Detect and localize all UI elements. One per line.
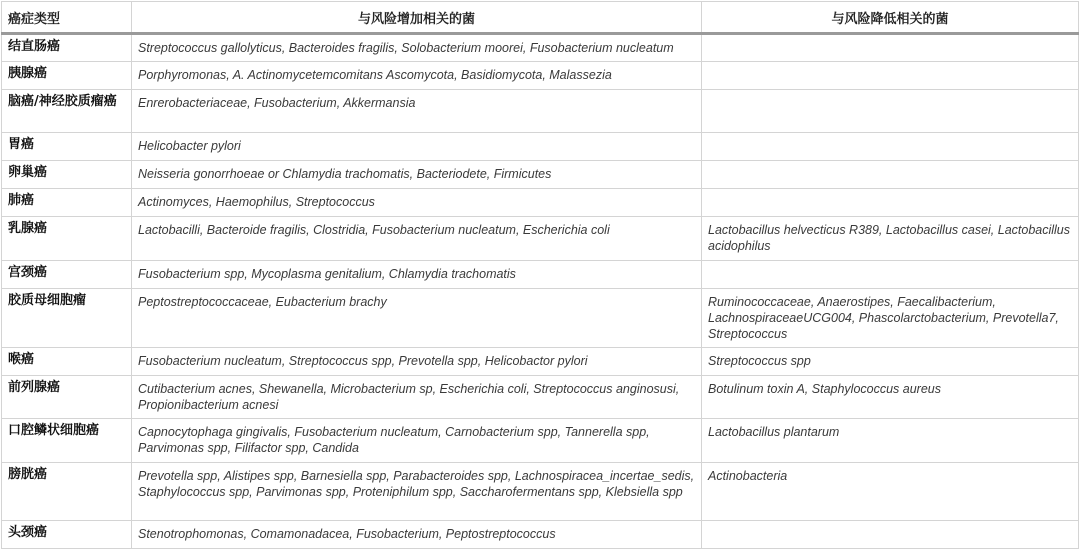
- decrease-bacteria-cell: Streptococcus spp: [702, 348, 1079, 376]
- increase-bacteria-cell: Neisseria gonorrhoeae or Chlamydia trachomatis, Bacteriodete, Firmicutes: [132, 161, 702, 189]
- cancer-type-cell: 卵巢癌: [2, 161, 132, 189]
- cancer-type-cell: 结直肠癌: [2, 34, 132, 62]
- header-decrease-risk: 与风险降低相关的菌: [702, 2, 1079, 34]
- cancer-type-cell: 前列腺癌: [2, 376, 132, 419]
- cancer-bacteria-table: [1, 1, 1079, 549]
- increase-bacteria-cell: Streptococcus gallolyticus, Bacteroides fragilis, Solobacterium moorei, Fusobacterium nucleatum: [132, 34, 702, 62]
- header-increase-risk: 与风险增加相关的菌: [132, 2, 702, 34]
- decrease-bacteria-cell: Actinobacteria: [702, 463, 1079, 521]
- increase-bacteria-cell: Capnocytophaga gingivalis, Fusobacterium nucleatum, Carnobacterium spp, Tannerella spp, Parvimonas spp, Filifactor spp, Candida: [132, 419, 702, 463]
- table-row: [2, 289, 1079, 348]
- table-row: [2, 34, 1079, 62]
- decrease-bacteria-cell: [702, 34, 1079, 62]
- cancer-type-cell: 乳腺癌: [2, 217, 132, 261]
- table-row: [2, 419, 1079, 463]
- cancer-type-cell: 脑癌/神经胶质瘤癌: [2, 90, 132, 133]
- increase-bacteria-cell: Peptostreptococcaceae, Eubacterium brachy: [132, 289, 702, 348]
- table-row: [2, 133, 1079, 161]
- increase-bacteria-cell: Fusobacterium spp, Mycoplasma genitalium, Chlamydia trachomatis: [132, 261, 702, 289]
- increase-bacteria-cell: Porphyromonas, A. Actinomycetemcomitans Ascomycota, Basidiomycota, Malassezia: [132, 62, 702, 90]
- table-row: [2, 90, 1079, 133]
- increase-bacteria-cell: Lactobacilli, Bacteroide fragilis, Clostridia, Fusobacterium nucleatum, Escherichia coli: [132, 217, 702, 261]
- increase-bacteria-cell: Enrerobacteriaceae, Fusobacterium, Akkermansia: [132, 90, 702, 133]
- cancer-type-cell: 胃癌: [2, 133, 132, 161]
- increase-bacteria-cell: Actinomyces, Haemophilus, Streptococcus: [132, 189, 702, 217]
- cancer-type-cell: 喉癌: [2, 348, 132, 376]
- decrease-bacteria-cell: [702, 62, 1079, 90]
- increase-bacteria-cell: Stenotrophomonas, Comamonadacea, Fusobacterium, Peptostreptococcus: [132, 521, 702, 549]
- cancer-type-cell: 胶质母细胞瘤: [2, 289, 132, 348]
- decrease-bacteria-cell: [702, 189, 1079, 217]
- table-row: [2, 261, 1079, 289]
- decrease-bacteria-cell: Ruminococcaceae, Anaerostipes, Faecalibacterium, LachnospiraceaeUCG004, Phascolarctobacterium, Prevotella7, Streptococcus: [702, 289, 1079, 348]
- cancer-type-cell: 宫颈癌: [2, 261, 132, 289]
- decrease-bacteria-cell: [702, 521, 1079, 549]
- decrease-bacteria-cell: [702, 133, 1079, 161]
- cancer-type-cell: 口腔鳞状细胞癌: [2, 419, 132, 463]
- table-row: [2, 348, 1079, 376]
- decrease-bacteria-cell: Botulinum toxin A, Staphylococcus aureus: [702, 376, 1079, 419]
- decrease-bacteria-cell: Lactobacillus helvecticus R389, Lactobacillus casei, Lactobacillus acidophilus: [702, 217, 1079, 261]
- increase-bacteria-cell: Cutibacterium acnes, Shewanella, Microbacterium sp, Escherichia coli, Streptococcus anginosusi, Propionibacterium acnesi: [132, 376, 702, 419]
- table-row: [2, 62, 1079, 90]
- decrease-bacteria-cell: [702, 261, 1079, 289]
- table-header-row: [2, 2, 1079, 34]
- cancer-type-cell: 胰腺癌: [2, 62, 132, 90]
- table-row: [2, 376, 1079, 419]
- decrease-bacteria-cell: [702, 161, 1079, 189]
- increase-bacteria-cell: Prevotella spp, Alistipes spp, Barnesiella spp, Parabacteroides spp, Lachnospiracea_incertae_sedis, Staphylococcus spp, Parvimonas spp, Proteniphilum spp, Saccharofermentans spp, Klebsiella spp: [132, 463, 702, 521]
- header-cancer-type: 癌症类型: [2, 2, 132, 34]
- table-row: [2, 161, 1079, 189]
- table-row: [2, 463, 1079, 521]
- cancer-type-cell: 膀胱癌: [2, 463, 132, 521]
- table-row: [2, 521, 1079, 549]
- table-row: [2, 189, 1079, 217]
- increase-bacteria-cell: Helicobacter pylori: [132, 133, 702, 161]
- cancer-type-cell: 头颈癌: [2, 521, 132, 549]
- cancer-type-cell: 肺癌: [2, 189, 132, 217]
- increase-bacteria-cell: Fusobacterium nucleatum, Streptococcus spp, Prevotella spp, Helicobactor pylori: [132, 348, 702, 376]
- decrease-bacteria-cell: Lactobacillus plantarum: [702, 419, 1079, 463]
- table-row: [2, 217, 1079, 261]
- decrease-bacteria-cell: [702, 90, 1079, 133]
